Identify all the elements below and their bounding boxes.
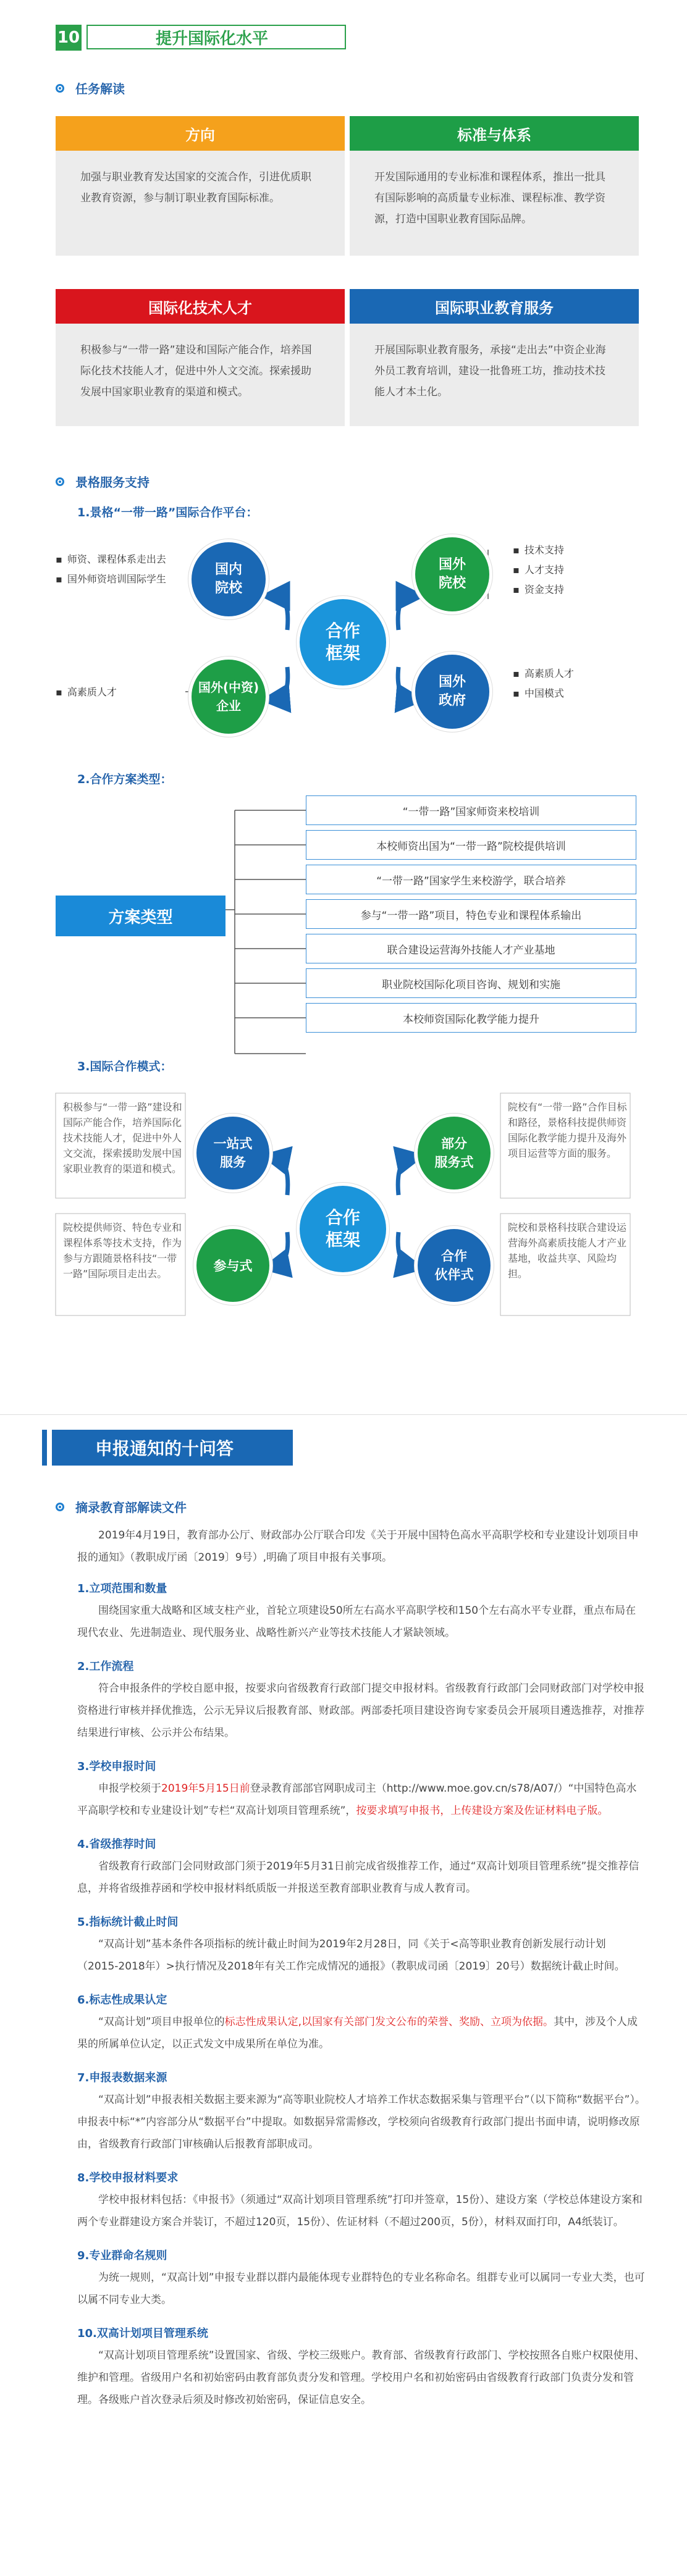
faq-answer: [77, 1777, 646, 1822]
plan-option: 职业院校国际化项目咨询、规划和实施: [306, 968, 636, 998]
answer-text: 登录教育部部官网职成司主（http://www.moe.gov.cn/s78/A07/）“中国特色高水平高职学校和专业建设计划”专栏“双高计划项目管理系统”，: [77, 1782, 637, 1817]
faq-question: 1.立项范围和数量: [77, 1582, 167, 1595]
answer-highlight: 按要求填写申报书，上传建设方案及佐证材料电子版。: [356, 1805, 609, 1817]
list-item: ▪ 高素质人才: [56, 682, 117, 702]
bullet-circle-icon: [56, 477, 64, 486]
platform-left-bottom-list: [56, 682, 117, 702]
task-card-body: 开发国际通用的专业标准和课程体系，推出一批具有国际影响的高质量专业标准、课程标准、教学资源，打造中国职业教育国际品牌。: [350, 151, 639, 256]
list-item: ▪ 技术支持: [513, 540, 564, 560]
answer-text: “双高计划”项目申报单位的: [98, 2016, 225, 2028]
node-label: 国外: [438, 674, 466, 690]
task-card-talent: [56, 289, 345, 426]
node-label: 院校: [214, 581, 242, 596]
node-label: 框架: [325, 643, 360, 663]
partner-node: [418, 1229, 491, 1302]
plan-option: 本校师资国际化教学能力提升: [306, 1003, 636, 1033]
faq-intro: 2019年4月19日，教育部办公厅、财政部办公厅联合印发《关于开展中国特色高水平高职学校和专业建设计划项目申报的通知》（教职成厅函〔2019〕9号）,明确了项目申报有关事项。: [77, 1529, 639, 1564]
answer-text: 申报学校须于: [98, 1782, 161, 1795]
answer-highlight: 2019年5月15日前: [161, 1782, 250, 1795]
task-card-title: 方向: [56, 116, 345, 151]
node-label: 参与式: [213, 1259, 253, 1273]
arrow-icon: [275, 1158, 288, 1195]
list-item: ▪ 人才支持: [513, 560, 564, 580]
list-item: ▪ 中国模式: [513, 684, 574, 703]
task-card-body: 开展国际职业教育服务，承接“走出去”中资企业海外员工教育培训，建设一批鲁班工坊，推动技术技能人才本土化。: [350, 324, 639, 426]
list-item: ▪ 国外师资培训国际学生: [56, 569, 166, 589]
node-label: 伙伴式: [434, 1267, 474, 1282]
plan-option: 参与“一带一路”项目，特色专业和课程体系输出: [306, 899, 636, 929]
faq-question: 2.工作流程: [77, 1660, 134, 1673]
faq-content: [77, 1524, 646, 2411]
platform-right-top-list: [513, 540, 564, 600]
task-card-title: 国际化技术人才: [56, 289, 345, 324]
plan-option: 本校师资出国为“一带一路”院校提供培训: [306, 830, 636, 860]
node-label: 国外: [438, 557, 466, 573]
answer-text: 其中，涉及个人成果的所属单位认定，以正式发文中成果所在单位为准。: [77, 2016, 638, 2050]
arrow-icon: [398, 596, 411, 630]
node-label: 服务式: [434, 1155, 474, 1170]
faq-answer: “双高计划项目管理系统”设置国家、省级、学校三级账户。教育部、省级教育行政部门、学校按照各自账户权限使用、维护和管理。省级用户名和初始密码由教育部负责分发和管理。学校用户名和初始密码由省级教育行政部门负责分发和管理。各级账户首次登录后须及时修改初始密码，保证信息安全。: [77, 2349, 645, 2406]
faq-answer: 省级教育行政部门会同财政部门须于2019年5月31日前完成省级推荐工作，通过“双高计划项目管理系统”提交推荐信息，并将省级推荐函和学校申报材料纸质版一并报送至教育部职业教育与成人教育司。: [77, 1860, 639, 1895]
domestic-school-node: [192, 542, 266, 616]
arrow-icon: [275, 667, 288, 699]
faq-answer: “双高计划”申报表相关数据主要来源为“高等职业院校人才培养工作状态数据采集与管理平台”（以下简称“数据平台”）。申报表中标“*”内容部分从“数据平台”中提取。如数据异常需修改，学校须向省级教育行政部门提出书面申请，说明修改原由，省级教育行政部门审核确认后报教育部职成司。: [77, 2094, 646, 2150]
banner-accent: [42, 1430, 47, 1466]
faq-answer: “双高计划”基本条件各项指标的统计截止时间为2019年2月28日，同《关于<高等职业教育创新发展行动计划（2015-2018年）>执行情况及2018年有关工作完成情况的通报》（教职成司函〔2019〕20号）数据统计截止时间。: [77, 1938, 625, 1973]
plan-option: “一带一路”国家师资来校培训: [306, 795, 636, 825]
list-item: ▪ 高素质人才: [513, 664, 574, 684]
section-number: 10: [56, 25, 82, 51]
faq-question: 8.学校申报材料要求: [77, 2171, 179, 2184]
faq-question: 6.标志性成果认定: [77, 1994, 167, 2007]
faq-question: 4.省级推荐时间: [77, 1838, 156, 1851]
arrow-icon: [398, 667, 411, 699]
foreign-school-node: [415, 537, 489, 611]
node-label: 合作: [325, 1207, 360, 1228]
plan-option: 联合建设运营海外技能人才产业基地: [306, 934, 636, 963]
mode-partner-desc: 院校和景格科技联合建设运营海外高素质技能人才产业基地，收益共享、风险均担。: [508, 1222, 627, 1280]
modes-subtitle: 3.国际合作模式：: [77, 1060, 172, 1073]
partial-service-node: [418, 1117, 491, 1189]
faq-answer: 符合申报条件的学校自愿申报，按要求向省级教育行政部门提交申报材料。省级教育行政部门会同财政部门对学校申报资格进行审核并择优推选，公示无异议后报教育部、财政部。两部委托项目建设咨询专家委员会开展项目遴选推荐，对推荐结果进行审核、公示并公布结果。: [77, 1682, 644, 1739]
answer-highlight: 标志性成果认定,以国家有关部门发文公布的荣誉、奖励、立项为依据。: [224, 2016, 554, 2028]
mode-participate-desc: 院校提供师资、特色专业和课程体系等技术支持，作为参与方跟随景格科技“一带一路”国际项目走出去。: [63, 1222, 182, 1280]
node-label: 政府: [438, 693, 466, 708]
bullet-circle-icon: [56, 84, 64, 93]
mode-one-stop-desc: 积极参与“一带一路”建设和国际产能合作，培养国际化技术技能人才，促进中外人文交流，探索援助发展中国家职业教育的渠道和模式。: [63, 1101, 182, 1175]
task-card-body: 加强与职业教育发达国家的交流合作，引进优质职业教育资源，参与制订职业教育国际标准。: [56, 151, 345, 256]
node-label: 国内: [214, 562, 242, 577]
mode-partial-desc: 院校有“一带一路”合作目标和路径，景格科技提供师资国际化教学能力提升及海外项目运营等方面的服务。: [508, 1101, 627, 1159]
faq-question: 3.学校申报时间: [77, 1760, 156, 1773]
platform-left-top-list: [56, 550, 166, 589]
section-title: 提升国际化水平: [86, 25, 346, 49]
foreign-enterprise-node: [192, 660, 266, 734]
faq-question: 5.指标统计截止时间: [77, 1916, 179, 1929]
node-label: 院校: [438, 576, 466, 591]
bullet-circle-icon: [56, 1503, 64, 1511]
faq-answer: [77, 2011, 646, 2055]
arrow-icon: [275, 596, 288, 630]
node-label: 国外(中资): [198, 680, 259, 695]
faq-heading: [56, 1498, 187, 1516]
faq-answer: 围绕国家重大战略和区域支柱产业，首轮立项建设50所左右高水平高职学校和150个左右高水平专业群，重点布局在现代农业、先进制造业、现代服务业、战略性新兴产业等技术技能人才紧缺领域。: [77, 1605, 636, 1639]
faq-banner: 申报通知的十问答: [52, 1430, 293, 1466]
arrow-icon: [398, 1232, 411, 1266]
plans-subtitle: 2.合作方案类型：: [77, 773, 172, 786]
task-heading: [56, 79, 125, 97]
support-heading: [56, 472, 150, 490]
faq-heading-text: 摘录教育部解读文件: [75, 1500, 187, 1515]
faq-answer: 为统一规则，“双高计划”申报专业群以群内最能体现专业群特色的专业名称命名。组群专业可以属同一专业大类，也可以属不同专业大类。: [77, 2272, 645, 2306]
task-card-service: [350, 289, 639, 426]
list-item: ▪ 师资、课程体系走出去: [56, 550, 166, 569]
participate-node: [196, 1229, 269, 1302]
support-heading-text: 景格服务支持: [75, 475, 150, 490]
foreign-government-node: [415, 655, 489, 729]
platform-subtitle: 1.景格“一带一路”国际合作平台：: [77, 506, 258, 519]
plan-option: “一带一路”国家学生来校游学，联合培养: [306, 865, 636, 894]
cooperation-framework-node: [300, 599, 386, 686]
task-card-body: 积极参与“一带一路”建设和国际产能合作，培养国际化技术技能人才，促进中外人文交流。探索援助发展中国家职业教育的渠道和模式。: [56, 324, 345, 426]
divider: [0, 1414, 687, 1415]
list-item: ▪ 资金支持: [513, 580, 564, 600]
node-label: 一站式: [213, 1136, 253, 1151]
node-label: 部分: [441, 1136, 467, 1151]
platform-right-bottom-list: [513, 664, 574, 703]
faq-question: 9.专业群命名规则: [77, 2249, 167, 2262]
node-label: 合作: [441, 1249, 467, 1264]
task-card-title: 标准与体系: [350, 116, 639, 151]
faq-question: 7.申报表数据来源: [77, 2071, 167, 2084]
node-label: 框架: [325, 1230, 360, 1250]
arrow-icon: [398, 1158, 411, 1195]
node-label: 服务: [220, 1155, 246, 1170]
node-label: 合作: [325, 621, 360, 641]
task-card-direction: [56, 116, 345, 256]
node-label: 企业: [216, 699, 241, 713]
faq-question: 10.双高计划项目管理系统: [77, 2327, 208, 2340]
one-stop-node: [196, 1117, 269, 1189]
modes-cooperation-framework-node: [300, 1186, 386, 1272]
task-heading-text: 任务解读: [75, 82, 125, 96]
plan-types-label: 方案类型: [56, 896, 225, 936]
faq-answer: 学校申报材料包括：《申报书》（须通过“双高计划项目管理系统”打印并签章，15份）、建设方案（学校总体建设方案和两个专业群建设方案合并装订，不超过120页，15份）、佐证材料（不超过200页，5份），材料双面打印，A4纸装订。: [77, 2194, 643, 2228]
arrow-icon: [275, 1232, 288, 1266]
task-card-title: 国际职业教育服务: [350, 289, 639, 324]
task-card-standard: [350, 116, 639, 256]
